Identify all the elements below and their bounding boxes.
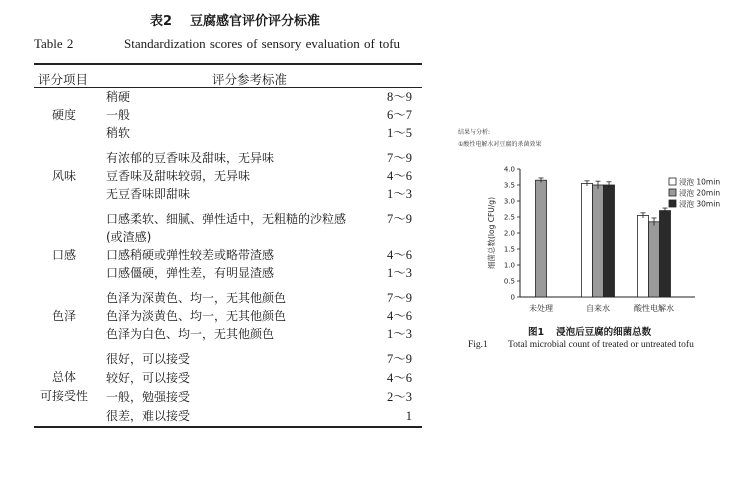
- score-value: 1～3: [386, 327, 412, 341]
- bar-untreated: [536, 180, 547, 297]
- score-value: 4～6: [386, 248, 412, 262]
- criteria-text: 一般: [106, 108, 131, 122]
- criteria-text: 很差，难以接受: [106, 409, 191, 423]
- legend-swatch: [669, 178, 676, 185]
- score-value: 1: [405, 409, 412, 423]
- y-tick-label: 1.5: [503, 245, 515, 254]
- criteria-text: 稍软: [106, 126, 131, 140]
- figure-caption-cn-text: 浸泡后豆腐的细菌总数: [556, 327, 652, 338]
- y-axis-label: 细菌总数(log CFU/g): [487, 197, 496, 269]
- y-tick-label: 1.0: [503, 261, 515, 270]
- figure-number-cn: 图1: [528, 327, 545, 338]
- criteria-text: 无豆香味即甜味: [106, 187, 191, 201]
- criteria-text: 口感僵硬，弹性差，有明显渣感: [106, 266, 275, 280]
- category-label: 口感: [51, 248, 76, 262]
- criteria-text: 口感柔软、细腻、弹性适中，无粗糙的沙粒感: [106, 212, 347, 226]
- y-tick-label: 0.5: [503, 277, 515, 286]
- criteria-text: 较好，可以接受: [106, 371, 191, 385]
- bar-series-3: [604, 185, 615, 297]
- legend-label: 浸泡 20min: [679, 188, 721, 198]
- table-top-rule: [34, 63, 422, 65]
- table-title-en: [34, 36, 400, 52]
- score-value: 8～9: [386, 90, 412, 104]
- legend-swatch: [669, 200, 676, 207]
- bar-series-2: [593, 185, 604, 297]
- score-value: 7～9: [386, 352, 412, 366]
- score-value: 2～3: [386, 390, 412, 404]
- bar-series-1: [638, 215, 649, 297]
- category-label: 硬度: [51, 108, 76, 122]
- header-item: 评分项目: [38, 72, 89, 87]
- x-category-label: 酸性电解水: [634, 304, 674, 313]
- figure-number-en: Fig.1: [468, 340, 488, 350]
- score-value: 4～6: [386, 371, 412, 385]
- header-criteria: 评分参考标准: [212, 72, 288, 87]
- score-value: 7～9: [386, 151, 412, 165]
- criteria-text: 色泽为淡黄色、均一，无其他颜色: [106, 309, 287, 323]
- bacteria-count-chart: [450, 150, 750, 325]
- criteria-text-continued: (或渣感): [106, 230, 152, 244]
- y-tick-label: 4.0: [503, 165, 515, 174]
- table-caption-en: Standardization scores of sensory evaluation of tofu: [124, 36, 401, 51]
- table-number-en: Table 2: [34, 36, 74, 51]
- score-value: 1～3: [386, 266, 412, 280]
- figure-caption-en-text: Total microbial count of treated or untreated tofu: [508, 340, 694, 350]
- criteria-text: 很好，可以接受: [106, 352, 191, 366]
- y-tick-label: 2.5: [503, 213, 515, 222]
- category-label: 风味: [51, 169, 76, 183]
- bar-series-1: [582, 183, 593, 297]
- bar-series-2: [649, 222, 660, 297]
- y-tick-label: 2.0: [503, 229, 515, 238]
- category-label-line2: 可接受性: [39, 389, 88, 403]
- criteria-text: 口感稍硬或弹性较差或略带渣感: [106, 248, 275, 262]
- figure-caption-en: [468, 340, 694, 350]
- figure-caption-cn: [528, 324, 651, 338]
- y-tick-label: 3.5: [503, 181, 515, 190]
- score-value: 6～7: [386, 108, 412, 122]
- criteria-text: 一般，勉强接受: [106, 390, 191, 404]
- score-value: 4～6: [386, 309, 412, 323]
- criteria-text: 色泽为白色、均一，无其他颜色: [106, 327, 275, 341]
- criteria-text: 色泽为深黄色、均一，无其他颜色: [106, 291, 287, 305]
- score-value: 1～3: [386, 187, 412, 201]
- legend-label: 浸泡 10min: [679, 177, 721, 187]
- score-value: 7～9: [386, 291, 412, 305]
- y-tick-label: 3.0: [503, 197, 515, 206]
- table-header-rule: [34, 87, 422, 88]
- category-label: 总体: [51, 370, 76, 384]
- y-tick-label: 0: [510, 293, 515, 302]
- legend-swatch: [669, 189, 676, 196]
- legend-label: 浸泡 30min: [679, 199, 721, 209]
- results-note-subheading: ①酸性电解水对豆腐的杀菌效果: [458, 141, 542, 148]
- table-title-cn: [150, 10, 320, 29]
- score-value: 1～5: [386, 126, 412, 140]
- score-value: 7～9: [386, 212, 412, 226]
- score-value: 4～6: [386, 169, 412, 183]
- criteria-text: 豆香味及甜味较弱，无异味: [106, 169, 251, 183]
- criteria-text: 稍硬: [106, 90, 131, 104]
- results-note-heading: 结果与分析:: [458, 129, 491, 136]
- bar-series-3: [660, 211, 671, 297]
- table-number-cn: 表2: [150, 14, 173, 29]
- table-bottom-rule: [34, 426, 422, 428]
- criteria-text: 有浓郁的豆香味及甜味，无异味: [106, 151, 275, 165]
- category-label: 色泽: [51, 309, 76, 323]
- x-category-label: 未处理: [529, 304, 553, 313]
- x-category-label: 自来水: [586, 304, 610, 313]
- table-caption-cn: 豆腐感官评价评分标准: [190, 14, 321, 29]
